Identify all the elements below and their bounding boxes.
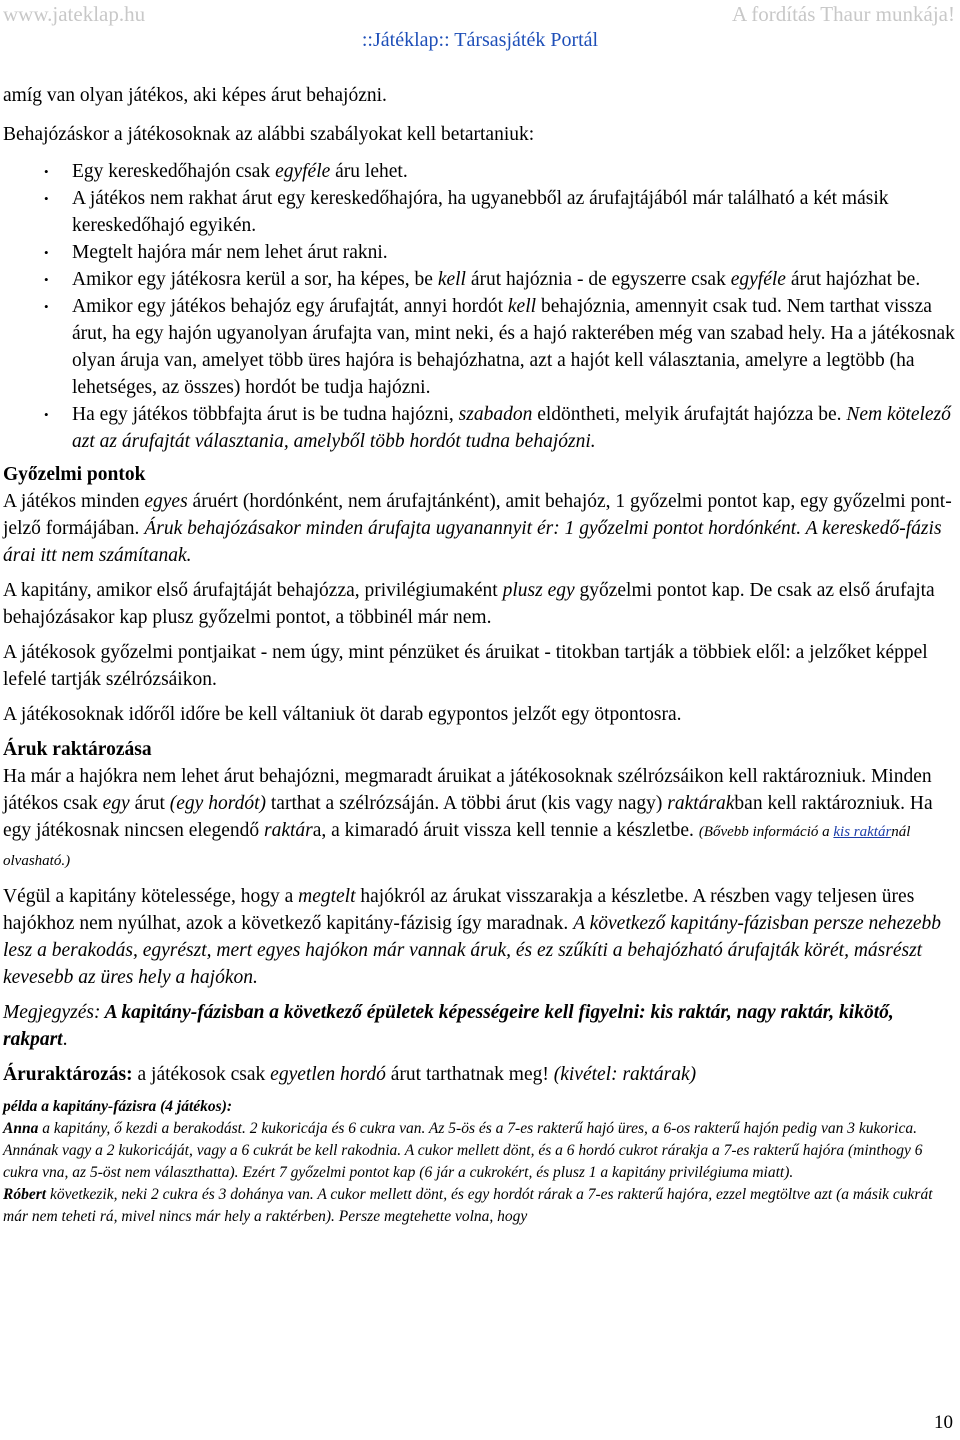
intro-text: amíg van olyan játékos, aki képes árut behajózni. — [3, 85, 387, 106]
header-translator-note: A fordítás Thaur munkája! — [732, 2, 955, 26]
rule-item: • A játékos nem rakhat árut egy kereskedőhajóra, ha ugyanebből az árufajtájából már található a két másik kereskedőhajó egyikén. — [3, 185, 955, 239]
rules-list — [3, 158, 955, 455]
header-portal-title: ::Játéklap:: Társasjáték Portál — [361, 29, 599, 51]
page-number: 10 — [934, 1412, 953, 1433]
victory-paragraph: A játékosoknak időről időre be kell váltaniuk öt darab egypontos jelzőt egy ötpontosra. — [3, 704, 682, 725]
example-anna: Anna a kapitány, ő kezdi a berakodást. 2 kukoricája és 6 cukra van. Az 5-ös és a 7-es rakterű hajó üres, a 6-os rakterű hajón pedig van 3 kukorica. Annának vagy a 2 kukoricáját, vagy a 6 cukrát be kell rakodnia. A cukor mellett dönt, és a 6 hordó cukrot rárakja a 7-es rakterű hajóra (minthogy 6 cukra vna, az 5-öst nem választhatta). Ezért 7 győzelmi pontot kap (6 jár a cukrokért, és plusz 1 a kapitány privilégiuma miatt). — [3, 1120, 923, 1181]
victory-paragraph: A játékosok győzelmi pontjaikat - nem úgy, mint pénzüket és áruikat - titokban tartják a többiek elől: a jelzőket képpel lefelé tartják szélrózsáikon. — [3, 642, 928, 690]
note-paragraph: Megjegyzés: A kapitány-fázisban a következő épületek képességeire kell figyelni: kis raktár, nagy raktár, kikötő, rakpart. — [3, 1002, 894, 1050]
rule-item: • Ha egy játékos többfajta árut is be tudna hajózni, szabadon eldöntheti, melyik árufajtát hajózza be. Nem kötelező azt az árufajtát választania, amelyből több hordót tudna behajózni. — [3, 401, 955, 455]
example-robert: Róbert következik, neki 2 cukra és 3 dohánya van. A cukor mellett dönt, és egy hordót rárak a 7-es rakterű hajóra, ezzel megtöltve azt (a másik cukrát már nem teheti rá, mivel nincs már hely a raktérben). Persze megtehette volna, hogy — [3, 1186, 933, 1225]
storage-heading: Áruk raktározása — [3, 739, 152, 760]
rule-item: • Megtelt hajóra már nem lehet árut rakni. — [3, 239, 955, 266]
storage-paragraph: Ha már a hajókra nem lehet árut behajózni, megmaradt áruikat a játékosoknak szélrózsáikon kell raktározniuk. Minden játékos csak egy árut (egy hordót) tarthat a szélrózsáján. A többi árut (kis vagy nagy) raktárakban kell raktározniuk. Ha egy játékosnak nincsen elegendő raktára, a kimaradó áruit vissza kell tennie a készletbe. (Bővebb információ a kis raktárnál olvasható.) — [3, 766, 933, 869]
header-site-url: www.jateklap.hu — [3, 2, 146, 26]
victory-points-heading: Győzelmi pontok — [3, 464, 146, 485]
victory-paragraph: A játékos minden egyes áruért (hordónként, nem árufajtánként), amit behajóz, 1 győzelmi pontot kap, egy győzelmi pont-jelző formájában. Áruk behajózásakor minden árufajta ugyanannyit ér: 1 győzelmi pontot hordónként. A kereskedő-fázis árai itt nem számítanak. — [3, 491, 952, 566]
warehousing-paragraph: Áruraktározás: a játékosok csak egyetlen hordó árut tarthatnak meg! (kivétel: raktárak) — [3, 1064, 697, 1085]
page-content — [3, 82, 955, 1228]
rules-intro: Behajózáskor a játékosoknak az alábbi szabályokat kell betartaniuk: — [3, 124, 535, 145]
example-title: példa a kapitány-fázisra (4 játékos): — [3, 1098, 233, 1115]
rule-item: • Amikor egy játékosra kerül a sor, ha képes, be kell árut hajóznia - de egyszerre csak egyféle árut hajózhat be. — [3, 266, 955, 293]
victory-paragraph: A kapitány, amikor első árufajtáját behajózza, privilégiumaként plusz egy győzelmi pontot kap. De csak az első árufajta behajózásakor kap plusz győzelmi pontot, a többinél már nem. — [3, 580, 935, 628]
storage-paragraph: Végül a kapitány kötelessége, hogy a megtelt hajókról az árukat visszarakja a készletbe. A részben vagy teljesen üres hajókhoz nem nyúlhat, azok a következő kapitány-fázisig így maradnak. A következő kapitány-fázisban persze nehezebb lesz a berakodás, egyrészt, mert egyes hajókon már vannak áruk, és ez szűkíti a behajózható árufajták körét, másrészt kevesebb az üres hely a hajókon. — [3, 886, 942, 988]
kis-raktar-link[interactable]: kis raktár — [833, 824, 892, 840]
rule-item: • Amikor egy játékos behajóz egy árufajtát, annyi hordót kell behajóznia, amennyit csak tud. Nem tarthat vissza árut, ha egy hajón ugyanolyan árufajta van, mint neki, és a hajó rakterében még van szabad hely. Ha a játékosnak olyan áruja van, amelyet több üres hajóra is behajózhatna, azt a hajót kell választania, amelyre a legtöbb (ha lehetséges, az összes) hordót be tudja hajózni. — [3, 293, 955, 401]
rule-item: • Egy kereskedőhajón csak egyféle áru lehet. — [3, 158, 955, 185]
